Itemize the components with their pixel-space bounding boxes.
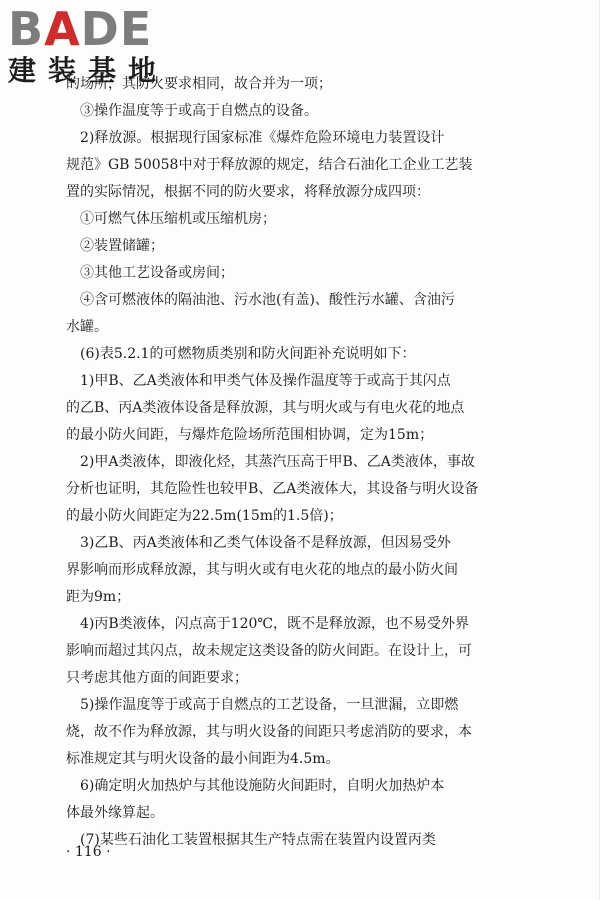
- text-line: 的最小防火间距，与爆炸危险场所范围相协调，定为15m；: [66, 427, 434, 443]
- text-line: 烧，故不作为释放源，其与明火设备的间距只考虑消防的要求，本: [66, 724, 472, 740]
- text-line: 2)甲A类液体，即液化烃，其蒸汽压高于甲B、乙A类液体，事故: [80, 454, 475, 470]
- text-line: ②装置储罐；: [80, 238, 164, 254]
- text-line: 2)释放源。根据现行国家标准《爆炸危险环境电力装置设计: [80, 130, 445, 146]
- watermark-subtitle: 建装基地: [8, 54, 169, 87]
- text-line: ③其他工艺设备或房间；: [80, 265, 234, 281]
- text-line: 3)乙B、丙A类液体和乙类气体设备不是释放源，但因易受外: [80, 535, 451, 551]
- text-line: 的场所，其防火要求相同，故合并为一项；: [66, 76, 332, 92]
- text-line: 影响而超过其闪点，故未规定这类设备的防火间距。在设计上，可: [66, 643, 472, 659]
- text-line: 1)甲B、乙A类液体和甲类气体及操作温度等于或高于其闪点: [80, 373, 451, 389]
- text-line: 体最外缘算起。: [66, 805, 164, 821]
- text-line: 只考虑其他方面的间距要求；: [66, 670, 248, 686]
- text-line: 分析也证明，其危险性也较甲B、乙A类液体大，其设备与明火设备: [66, 481, 479, 497]
- text-line: ④含可燃液体的隔油池、污水池(有盖)、酸性污水罐、含油污: [80, 292, 455, 308]
- text-line: ①可燃气体压缩机或压缩机房；: [80, 211, 276, 227]
- text-line: (7)某些石油化工装置根据其生产特点需在装置内设置丙类: [80, 832, 436, 848]
- text-line: 置的实际情况，根据不同的防火要求，将释放源分成四项：: [66, 184, 430, 200]
- watermark-brand: BADE: [8, 2, 153, 56]
- text-line: 水罐。: [66, 319, 108, 335]
- text-line: (6)表5.2.1的可燃物质类别和防火间距补充说明如下：: [80, 346, 416, 362]
- text-line: 的乙B、丙A类液体设备是释放源，其与明火或与有电火花的地点: [66, 400, 465, 416]
- text-line: 界影响而形成释放源，其与明火或有电火花的地点的最小防火间: [66, 562, 458, 578]
- text-line: 5)操作温度等于或高于自燃点的工艺设备，一旦泄漏，立即燃: [80, 697, 459, 713]
- page-number: · 116 ·: [66, 844, 111, 860]
- text-line: 规范》GB 50058中对于释放源的规定，结合石油化工企业工艺装: [66, 157, 473, 173]
- text-line: 标准规定其与明火设备的最小间距为4.5m。: [66, 751, 340, 767]
- text-line: 6)确定明火加热炉与其他设施防火间距时，自明火加热炉本: [80, 778, 445, 794]
- text-line: 4)丙B类液体，闪点高于120℃，既不是释放源，也不易受外界: [80, 616, 470, 632]
- text-line: 的最小防火间距定为22.5m(15m的1.5倍)；: [66, 508, 343, 524]
- text-line: ③操作温度等于或高于自燃点的设备。: [80, 103, 318, 119]
- text-line: 距为9m；: [66, 589, 131, 605]
